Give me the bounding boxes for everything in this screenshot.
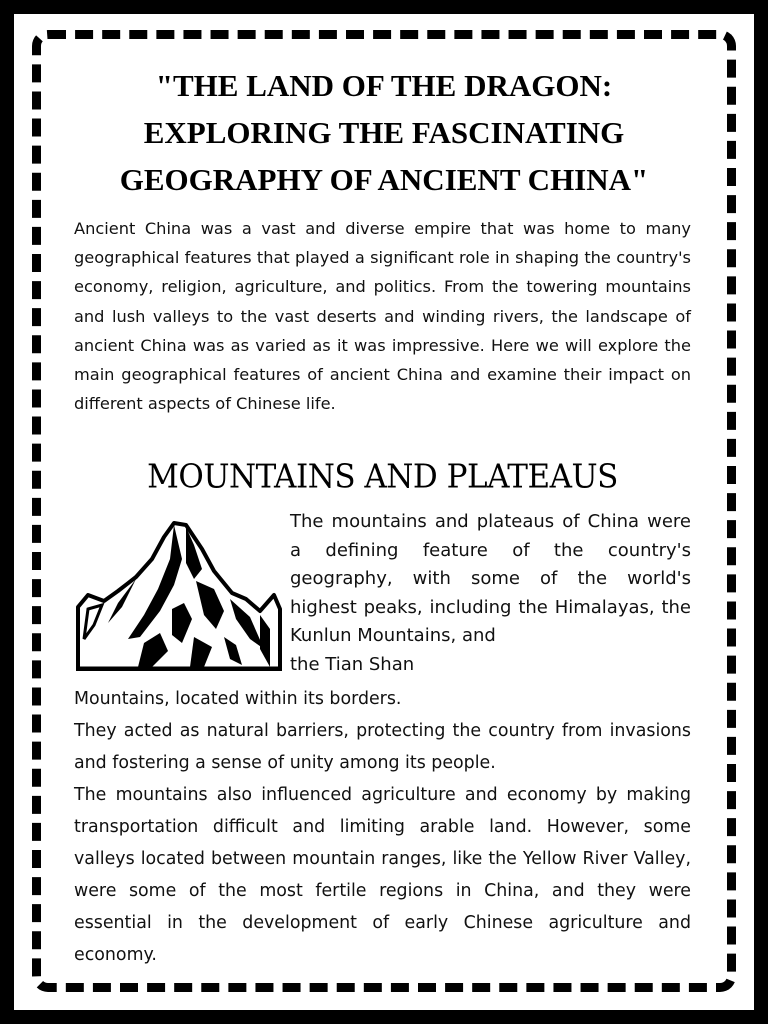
worksheet-page	[14, 14, 754, 1010]
title-line-1: "THE LAND OF THE DRAGON:	[155, 68, 613, 103]
intro-paragraph: Ancient China was a vast and diverse empire that was home to many geographical features that played a significant role in shaping the country's economy, religion, agriculture, and politics. From the towering mountains and lush valleys to the vast deserts and winding rivers, the landscape of ancient China was as varied as it was impressive. Here we will explore the main geographical features of ancient China and examine their impact on different aspects of Chinese life.	[74, 219, 691, 414]
page-title	[74, 62, 694, 203]
side-text-body: The mountains and plateaus of China were a defining feature of the country's geography, with some of the world's highest peaks, including the Himalayas, the Kunlun Mountains, and	[290, 511, 691, 647]
body-paragraph-1: Mountains, located within its borders.	[74, 689, 402, 709]
section-heading: MOUNTAINS AND PLATEAUS	[147, 458, 618, 496]
section-side-text	[290, 508, 691, 680]
side-text-last-line: the Tian Shan	[290, 653, 415, 675]
section-body	[74, 683, 691, 971]
mountain-icon	[74, 519, 284, 671]
title-line-3: GEOGRAPHY OF ANCIENT CHINA"	[119, 162, 649, 197]
title-line-2: EXPLORING THE FASCINATING	[143, 115, 625, 150]
body-paragraph-3: The mountains also influenced agriculture and economy by making transportation difficult and limiting arable land. However, some valleys located between mountain ranges, like the Yellow River Valley, were some of the most fertile regions in China, and they were essential in the development of early Chinese agriculture and economy.	[74, 785, 691, 965]
body-paragraph-2: They acted as natural barriers, protecting the country from invasions and fostering a sense of unity among its people.	[74, 721, 691, 773]
